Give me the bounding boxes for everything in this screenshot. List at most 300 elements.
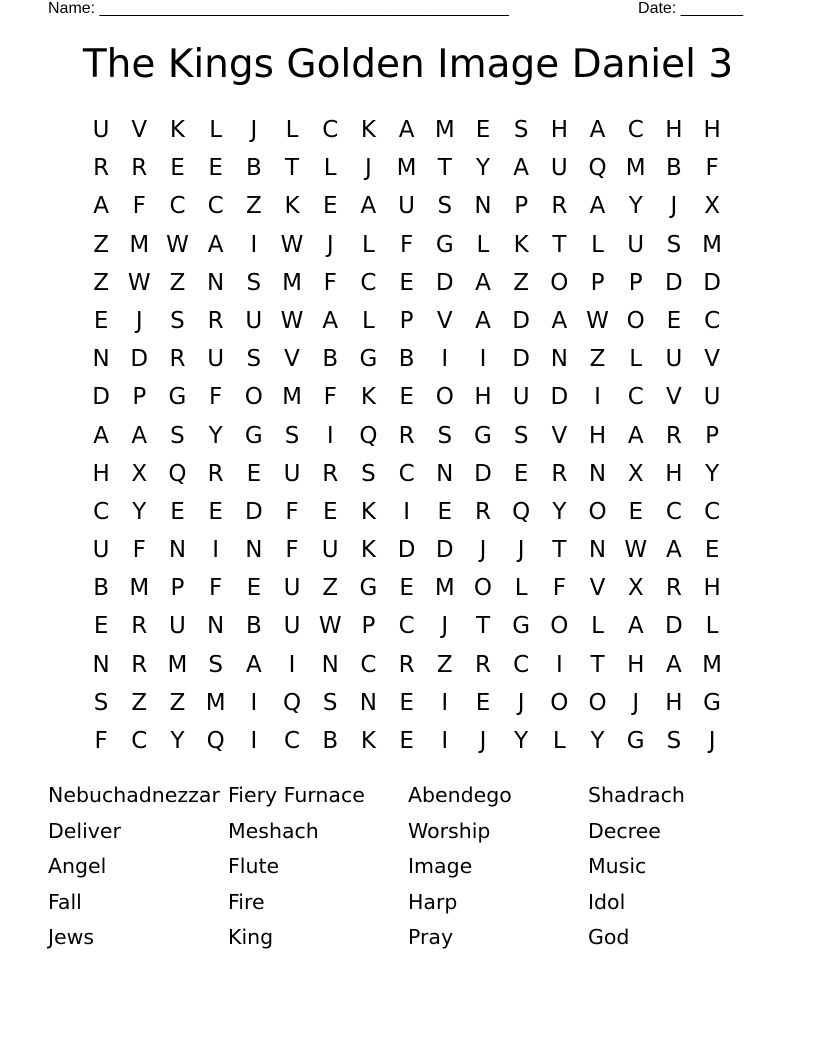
grid-letter[interactable]: F <box>209 384 223 411</box>
grid-letter[interactable]: U <box>283 613 301 640</box>
grid-letter[interactable]: B <box>245 613 262 640</box>
grid-letter[interactable]: R <box>131 651 148 678</box>
grid-letter[interactable]: R <box>131 613 148 640</box>
grid-letter[interactable]: J <box>670 193 678 220</box>
grid-letter[interactable]: O <box>588 689 607 716</box>
grid-letter[interactable]: S <box>208 651 223 678</box>
grid-letter[interactable]: X <box>627 460 644 487</box>
word-bank-item: Worship <box>408 818 491 843</box>
grid-letter[interactable]: P <box>514 193 529 220</box>
grid-letter[interactable]: B <box>245 155 262 182</box>
grid-letter[interactable]: A <box>322 307 339 334</box>
grid-letter[interactable]: C <box>284 728 301 754</box>
grid-letter[interactable]: E <box>666 307 682 334</box>
grid-letter[interactable]: A <box>666 537 682 564</box>
grid-letter[interactable]: S <box>437 193 453 220</box>
grid-letter[interactable]: L <box>361 307 375 334</box>
grid-letter[interactable]: J <box>365 155 372 182</box>
grid-letter[interactable]: U <box>512 384 530 411</box>
grid-letter[interactable]: E <box>93 613 109 640</box>
grid-letter[interactable]: G <box>474 422 492 449</box>
grid-letter[interactable]: A <box>245 651 262 678</box>
grid-letter[interactable]: S <box>170 307 185 334</box>
grid-letter[interactable]: B <box>322 346 339 373</box>
grid-letter[interactable]: U <box>283 460 301 487</box>
grid-letter[interactable]: D <box>435 269 454 296</box>
grid-letter[interactable]: H <box>92 460 110 487</box>
grid-letter[interactable]: J <box>708 728 716 754</box>
word-bank <box>48 778 768 956</box>
grid-letter[interactable]: I <box>250 689 258 716</box>
grid-letter[interactable]: R <box>474 498 491 525</box>
date-field[interactable]: Date: _______ <box>638 0 743 17</box>
grid-letter[interactable]: R <box>551 193 568 220</box>
name-field[interactable]: Name: ______________________________________________ <box>48 0 509 17</box>
grid-letter[interactable]: J <box>441 613 449 640</box>
grid-letter[interactable]: I <box>403 498 410 525</box>
grid-letter[interactable]: Q <box>359 422 378 449</box>
grid-letter[interactable]: Y <box>705 460 720 487</box>
grid-letter[interactable]: Z <box>131 689 148 716</box>
grid-letter[interactable]: O <box>550 269 569 296</box>
grid-letter[interactable]: O <box>435 384 454 411</box>
grid-letter[interactable]: B <box>398 346 415 373</box>
grid-letter[interactable]: A <box>93 193 109 220</box>
grid-letter[interactable]: Q <box>206 728 225 754</box>
grid-letter[interactable]: T <box>285 155 300 182</box>
grid-letter[interactable]: D <box>512 346 531 373</box>
grid-letter[interactable]: C <box>627 117 644 143</box>
word-bank-item: Abendego <box>408 783 512 807</box>
grid-letter[interactable]: F <box>209 575 223 602</box>
grid-letter[interactable]: Y <box>552 498 567 525</box>
grid-letter[interactable]: L <box>476 231 490 258</box>
grid-letter[interactable]: Q <box>588 155 607 182</box>
grid-letter[interactable]: A <box>513 155 530 182</box>
grid-letter[interactable]: Y <box>132 498 147 525</box>
grid-letter[interactable]: C <box>513 651 530 678</box>
grid-letter[interactable]: S <box>246 269 262 296</box>
grid-letter[interactable]: E <box>513 460 529 487</box>
grid-letter[interactable]: H <box>474 384 492 411</box>
grid-letter[interactable]: D <box>703 269 721 296</box>
grid-letter[interactable]: G <box>626 728 645 754</box>
grid-letter[interactable]: A <box>475 307 491 334</box>
grid-letter[interactable]: U <box>169 613 186 640</box>
grid-letter[interactable]: V <box>704 346 720 373</box>
grid-letter[interactable]: S <box>437 422 453 449</box>
grid-letter[interactable]: L <box>209 117 223 143</box>
grid-letter[interactable]: T <box>552 231 567 258</box>
grid-letter[interactable]: S <box>322 689 338 716</box>
grid-letter[interactable]: V <box>284 346 300 373</box>
grid-letter[interactable]: Z <box>513 269 530 296</box>
grid-letter[interactable]: Z <box>93 269 109 296</box>
grid-letter[interactable]: H <box>703 575 721 602</box>
grid-letter[interactable]: P <box>705 422 720 449</box>
grid-letter[interactable]: D <box>550 384 569 411</box>
grid-letter[interactable]: N <box>321 651 339 678</box>
grid-letter[interactable]: L <box>285 117 299 143</box>
grid-letter[interactable]: T <box>475 613 490 640</box>
grid-letter[interactable]: N <box>588 460 607 487</box>
grid-letter[interactable]: C <box>665 498 682 525</box>
grid-letter[interactable]: W <box>624 537 648 564</box>
grid-letter[interactable]: P <box>132 384 147 411</box>
grid-letter[interactable]: C <box>704 307 721 334</box>
grid-letter[interactable]: S <box>513 422 529 449</box>
grid-letter[interactable]: Z <box>436 651 453 678</box>
grid-letter[interactable]: D <box>397 537 416 564</box>
grid-letter[interactable]: E <box>322 498 338 525</box>
grid-letter[interactable]: A <box>551 307 568 334</box>
grid-letter[interactable]: V <box>589 575 606 602</box>
grid-letter[interactable]: W <box>280 307 304 334</box>
grid-letter[interactable]: D <box>665 269 683 296</box>
grid-letter[interactable]: K <box>360 498 376 525</box>
grid-letter[interactable]: F <box>285 537 299 564</box>
grid-letter[interactable]: X <box>704 193 720 220</box>
grid-letter[interactable]: L <box>591 231 604 258</box>
grid-letter[interactable]: C <box>169 193 186 220</box>
grid-letter[interactable]: T <box>437 155 452 182</box>
grid-letter[interactable]: Z <box>169 269 186 296</box>
grid-letter[interactable]: Y <box>590 728 605 754</box>
grid-letter[interactable]: Y <box>514 728 529 754</box>
grid-letter[interactable]: C <box>398 460 415 487</box>
grid-letter[interactable]: S <box>666 231 682 258</box>
grid-letter[interactable]: A <box>589 117 606 143</box>
grid-letter[interactable]: E <box>399 269 414 296</box>
word-bank-item: Jews <box>48 925 95 950</box>
grid-letter[interactable]: H <box>627 651 645 678</box>
grid-letter[interactable]: E <box>475 689 491 716</box>
grid-letter[interactable]: W <box>280 231 304 258</box>
grid-letter[interactable]: O <box>473 575 493 602</box>
grid-letter[interactable]: E <box>704 537 720 564</box>
grid-letter[interactable]: U <box>665 346 683 373</box>
grid-letter[interactable]: G <box>435 231 454 258</box>
grid-letter[interactable]: L <box>629 346 643 373</box>
grid-letter[interactable]: R <box>551 460 568 487</box>
grid-letter[interactable]: U <box>627 231 645 258</box>
grid-letter[interactable]: N <box>359 689 378 716</box>
grid-letter[interactable]: R <box>131 155 148 182</box>
grid-letter[interactable]: I <box>594 384 601 411</box>
grid-letter[interactable]: U <box>398 193 416 220</box>
grid-letter[interactable]: T <box>590 651 605 678</box>
grid-letter[interactable]: F <box>132 537 146 564</box>
grid-letter[interactable]: M <box>625 155 646 182</box>
grid-letter[interactable]: K <box>360 537 376 564</box>
grid-letter[interactable]: M <box>129 231 150 258</box>
grid-letter[interactable]: J <box>517 689 525 716</box>
grid-letter[interactable]: K <box>360 384 376 411</box>
grid-letter[interactable]: E <box>399 689 414 716</box>
grid-letter[interactable]: C <box>360 651 377 678</box>
grid-letter[interactable]: K <box>284 193 300 220</box>
grid-letter[interactable]: I <box>441 689 449 716</box>
grid-letter[interactable]: K <box>513 231 529 258</box>
grid-letter[interactable]: I <box>441 346 449 373</box>
grid-letter[interactable]: G <box>359 575 378 602</box>
grid-letter[interactable]: C <box>322 117 339 143</box>
grid-letter[interactable]: U <box>703 384 721 411</box>
grid-letter[interactable]: J <box>517 537 525 564</box>
grid-letter[interactable]: M <box>129 575 150 602</box>
grid-letter[interactable]: O <box>550 613 569 640</box>
grid-letter[interactable]: N <box>92 651 110 678</box>
grid-letter[interactable]: N <box>436 460 454 487</box>
grid-letter[interactable]: N <box>474 193 492 220</box>
grid-letter[interactable]: R <box>665 422 682 449</box>
grid-letter[interactable]: A <box>627 613 644 640</box>
grid-letter[interactable]: N <box>207 269 225 296</box>
grid-letter[interactable]: V <box>666 384 682 411</box>
grid-letter[interactable]: R <box>665 575 682 602</box>
grid-letter[interactable]: F <box>94 728 108 754</box>
grid-letter[interactable]: E <box>475 117 491 143</box>
grid-letter[interactable]: A <box>666 651 682 678</box>
grid-letter[interactable]: R <box>207 460 224 487</box>
grid-letter[interactable]: V <box>436 307 453 334</box>
grid-letter[interactable]: C <box>704 498 721 525</box>
grid-letter[interactable]: M <box>434 575 455 602</box>
grid-letter[interactable]: E <box>628 498 643 525</box>
grid-letter[interactable]: P <box>628 269 643 296</box>
grid-letter[interactable]: D <box>665 613 683 640</box>
grid-letter[interactable]: E <box>208 155 223 182</box>
grid-letter[interactable]: S <box>170 422 185 449</box>
grid-letter[interactable]: R <box>474 651 491 678</box>
grid-letter[interactable]: I <box>326 422 334 449</box>
grid-letter[interactable]: O <box>626 307 645 334</box>
grid-letter[interactable]: Y <box>208 422 223 449</box>
grid-letter[interactable]: F <box>323 384 337 411</box>
grid-letter[interactable]: A <box>398 117 415 143</box>
grid-letter[interactable]: M <box>396 155 417 182</box>
grid-letter[interactable]: E <box>93 307 109 334</box>
grid-letter[interactable]: F <box>323 269 337 296</box>
grid-letter[interactable]: O <box>550 689 569 716</box>
grid-letter[interactable]: B <box>93 575 109 602</box>
grid-letter[interactable]: D <box>435 537 454 564</box>
grid-letter[interactable]: D <box>512 307 531 334</box>
grid-letter[interactable]: M <box>434 117 455 143</box>
grid-letter[interactable]: U <box>550 155 568 182</box>
grid-letter[interactable]: G <box>703 689 721 716</box>
grid-letter[interactable]: A <box>627 422 644 449</box>
grid-letter[interactable]: C <box>93 498 110 525</box>
grid-letter[interactable]: M <box>167 651 188 678</box>
grid-letter[interactable]: C <box>360 269 377 296</box>
grid-letter[interactable]: W <box>127 269 151 296</box>
grid-letter[interactable]: E <box>170 155 185 182</box>
grid-letter[interactable]: I <box>212 537 220 564</box>
grid-letter[interactable]: N <box>207 613 225 640</box>
grid-letter[interactable]: G <box>244 422 263 449</box>
grid-letter[interactable]: Q <box>168 460 187 487</box>
grid-letter[interactable]: J <box>479 537 487 564</box>
grid-letter[interactable]: Z <box>245 193 262 220</box>
grid-letter[interactable]: J <box>326 231 334 258</box>
grid-letter[interactable]: M <box>282 269 302 296</box>
grid-letter[interactable]: E <box>246 575 262 602</box>
grid-letter[interactable]: O <box>588 498 607 525</box>
grid-letter[interactable]: E <box>322 193 338 220</box>
grid-letter[interactable]: O <box>244 384 263 411</box>
grid-letter[interactable]: G <box>512 613 531 640</box>
word-bank-item: Fiery Furnace <box>228 783 365 807</box>
grid-letter[interactable]: R <box>398 651 415 678</box>
grid-letter[interactable]: I <box>555 651 563 678</box>
header-row <box>48 0 743 20</box>
grid-letter[interactable]: M <box>702 651 723 678</box>
grid-letter[interactable]: U <box>321 537 339 564</box>
grid-letter[interactable]: C <box>131 728 148 754</box>
grid-letter[interactable]: Q <box>282 689 302 716</box>
grid-letter[interactable]: U <box>283 575 301 602</box>
grid-letter[interactable]: C <box>627 384 644 411</box>
grid-letter[interactable]: A <box>589 193 606 220</box>
grid-letter[interactable]: A <box>93 422 109 449</box>
grid-letter[interactable]: D <box>244 498 263 525</box>
grid-letter[interactable]: P <box>590 269 605 296</box>
grid-letter[interactable]: E <box>399 384 414 411</box>
grid-letter[interactable]: I <box>441 728 449 754</box>
grid-letter[interactable]: E <box>437 498 453 525</box>
grid-letter[interactable]: U <box>245 307 263 334</box>
grid-letter[interactable]: S <box>93 689 109 716</box>
grid-letter[interactable]: P <box>361 613 376 640</box>
grid-letter[interactable]: L <box>705 613 719 640</box>
grid-letter[interactable]: E <box>246 460 262 487</box>
grid-letter[interactable]: D <box>92 384 110 411</box>
grid-letter[interactable]: X <box>627 575 644 602</box>
grid-letter[interactable]: L <box>591 613 604 640</box>
grid-letter[interactable]: W <box>586 307 609 334</box>
grid-letter[interactable]: S <box>361 460 376 487</box>
grid-letter[interactable]: H <box>703 117 721 143</box>
grid-letter[interactable]: K <box>360 117 376 143</box>
grid-letter[interactable]: L <box>323 155 337 182</box>
grid-letter[interactable]: E <box>208 498 223 525</box>
grid-letter[interactable]: W <box>166 231 189 258</box>
grid-letter[interactable]: G <box>359 346 378 373</box>
grid-letter[interactable]: F <box>552 575 566 602</box>
grid-letter[interactable]: I <box>250 231 258 258</box>
grid-letter[interactable]: H <box>665 689 683 716</box>
grid-letter[interactable]: L <box>514 575 528 602</box>
grid-letter[interactable]: H <box>665 460 683 487</box>
grid-letter[interactable]: N <box>245 537 263 564</box>
grid-letter[interactable]: Z <box>169 689 186 716</box>
grid-letter[interactable]: S <box>513 117 529 143</box>
grid-letter[interactable]: E <box>399 728 414 754</box>
grid-letter[interactable]: U <box>92 117 110 143</box>
grid-letter[interactable]: R <box>207 307 224 334</box>
grid-letter[interactable]: V <box>131 117 148 143</box>
grid-letter[interactable]: L <box>361 231 375 258</box>
grid-letter[interactable]: J <box>135 307 143 334</box>
grid-letter[interactable]: A <box>207 231 224 258</box>
grid-letter[interactable]: S <box>284 422 300 449</box>
grid-letter[interactable]: R <box>398 422 415 449</box>
grid-letter[interactable]: C <box>398 613 415 640</box>
grid-letter[interactable]: S <box>666 728 682 754</box>
grid-letter[interactable]: N <box>168 537 187 564</box>
grid-letter[interactable]: A <box>131 422 148 449</box>
grid-letter[interactable]: P <box>170 575 185 602</box>
grid-letter[interactable]: H <box>665 117 683 143</box>
grid-letter[interactable]: P <box>399 307 414 334</box>
grid-letter[interactable]: N <box>550 346 568 373</box>
grid-letter[interactable]: Q <box>512 498 531 525</box>
grid-letter[interactable]: I <box>288 651 296 678</box>
grid-letter[interactable]: A <box>475 269 491 296</box>
grid-letter[interactable]: Z <box>589 346 606 373</box>
grid-letter[interactable]: J <box>479 728 487 754</box>
word-bank-item: God <box>588 925 630 950</box>
grid-letter[interactable]: Y <box>475 155 490 182</box>
grid-letter[interactable]: C <box>207 193 224 220</box>
grid-letter[interactable]: V <box>551 422 568 449</box>
grid-letter[interactable]: D <box>130 346 149 373</box>
grid-letter[interactable]: M <box>205 689 226 716</box>
grid-letter[interactable]: R <box>169 346 186 373</box>
grid-letter[interactable]: Z <box>93 231 109 258</box>
grid-letter[interactable]: U <box>207 346 225 373</box>
grid-letter[interactable]: A <box>360 193 377 220</box>
grid-letter[interactable]: N <box>92 346 110 373</box>
grid-letter[interactable]: Y <box>628 193 643 220</box>
grid-letter[interactable]: Z <box>322 575 339 602</box>
grid-letter[interactable]: F <box>399 231 414 258</box>
grid-letter[interactable]: I <box>479 346 487 373</box>
grid-letter[interactable]: X <box>131 460 148 487</box>
grid-letter[interactable]: W <box>318 613 342 640</box>
word-bank-item: Decree <box>588 818 661 843</box>
grid-letter[interactable]: K <box>360 728 376 754</box>
grid-letter[interactable]: F <box>705 155 719 182</box>
grid-letter[interactable]: J <box>632 689 640 716</box>
grid-letter[interactable]: N <box>588 537 607 564</box>
grid-letter[interactable]: E <box>399 575 414 602</box>
grid-letter[interactable]: B <box>666 155 682 182</box>
grid-letter[interactable]: U <box>92 537 110 564</box>
grid-letter[interactable]: S <box>246 346 262 373</box>
grid-letter[interactable]: L <box>552 728 566 754</box>
grid-letter[interactable]: G <box>168 384 187 411</box>
grid-letter[interactable]: M <box>282 384 302 411</box>
grid-letter[interactable]: K <box>169 117 186 143</box>
grid-letter[interactable]: D <box>474 460 492 487</box>
grid-letter[interactable]: E <box>170 498 185 525</box>
grid-letter[interactable]: H <box>588 422 607 449</box>
grid-letter[interactable]: H <box>550 117 568 143</box>
grid-letter[interactable]: F <box>285 498 299 525</box>
grid-letter[interactable]: R <box>322 460 339 487</box>
grid-letter[interactable]: J <box>250 117 258 143</box>
grid-letter[interactable]: T <box>552 537 567 564</box>
grid-letter[interactable]: R <box>93 155 110 182</box>
grid-letter[interactable]: B <box>322 728 339 754</box>
grid-letter[interactable]: M <box>702 231 723 258</box>
word-bank-item: Music <box>588 854 647 879</box>
grid-letter[interactable]: Y <box>170 728 185 754</box>
grid-letter[interactable]: I <box>250 728 258 754</box>
grid-letter[interactable]: F <box>132 193 146 220</box>
